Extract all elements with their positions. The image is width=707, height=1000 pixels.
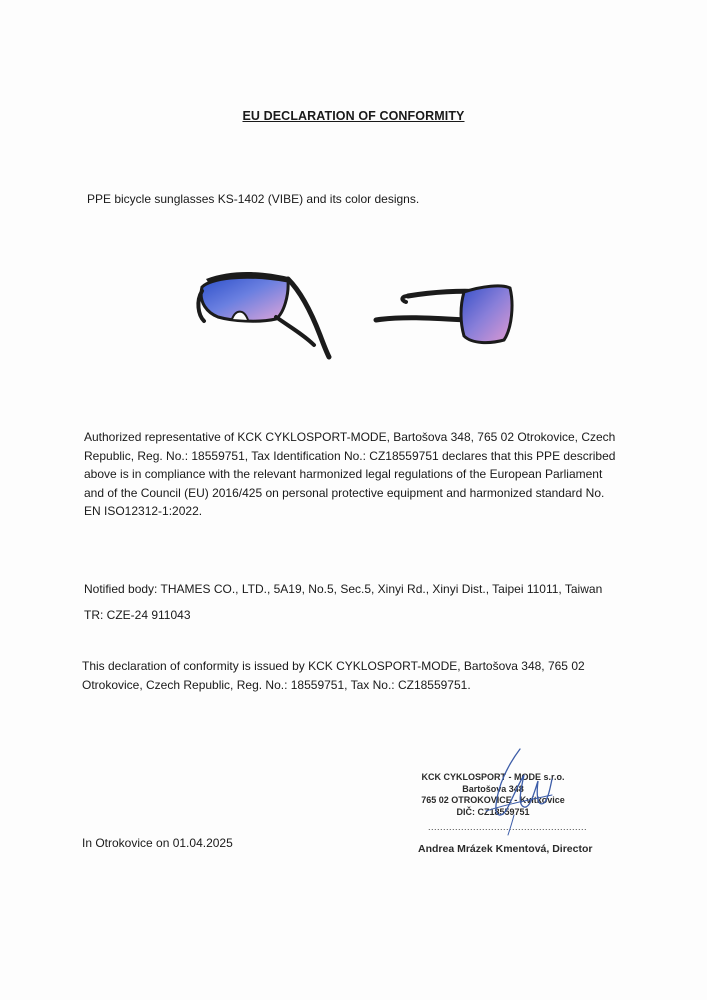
signatory-name: Andrea Mrázek Kmentová, Director	[418, 843, 593, 855]
product-description: PPE bicycle sunglasses KS-1402 (VIBE) and its color designs.	[87, 192, 420, 206]
sunglasses-front-image	[192, 265, 334, 360]
handwritten-signature	[468, 745, 558, 840]
stamp-street: Bartošova 348	[462, 783, 524, 794]
stamp-tax-id: DIČ: CZ18559751	[456, 806, 530, 817]
tr-number: TR: CZE-24 911043	[84, 608, 191, 622]
notified-body: Notified body: THAMES CO., LTD., 5A19, No.5, Sec.5, Xinyi Rd., Xinyi Dist., Taipei 11011, Taiwan	[84, 582, 603, 596]
signature-line: .....................................................	[428, 822, 588, 832]
sunglasses-side-image	[372, 280, 518, 352]
document-title: EU DECLARATION OF CONFORMITY	[242, 109, 465, 123]
stamp-city: 765 02 OTROKOVICE - Kvítkovice	[421, 795, 565, 805]
stamp-company-name: KCK CYKLOSPORT - MODE s.r.o.	[421, 772, 565, 782]
place-and-date: In Otrokovice on 01.04.2025	[82, 836, 233, 850]
issuer-paragraph: This declaration of conformity is issued by KCK CYKLOSPORT-MODE, Bartošova 348, 765 02 Otrokovice, Czech Republic, Reg. No.: 18559751, Tax No.: CZ18559751.	[82, 659, 585, 692]
authorization-paragraph: Authorized representative of KCK CYKLOSPORT-MODE, Bartošova 348, 765 02 Otrokovice, Czech Republic, Reg. No.: 18559751, Tax Identification No.: CZ18559751 declares that this PPE described above is in compliance with the relevant harmonized legal regulations of the European Parliament and of the Council (EU) 2016/425 on personal protective equipment and harmonized standard No. EN ISO12312-1:2022.	[84, 430, 616, 518]
